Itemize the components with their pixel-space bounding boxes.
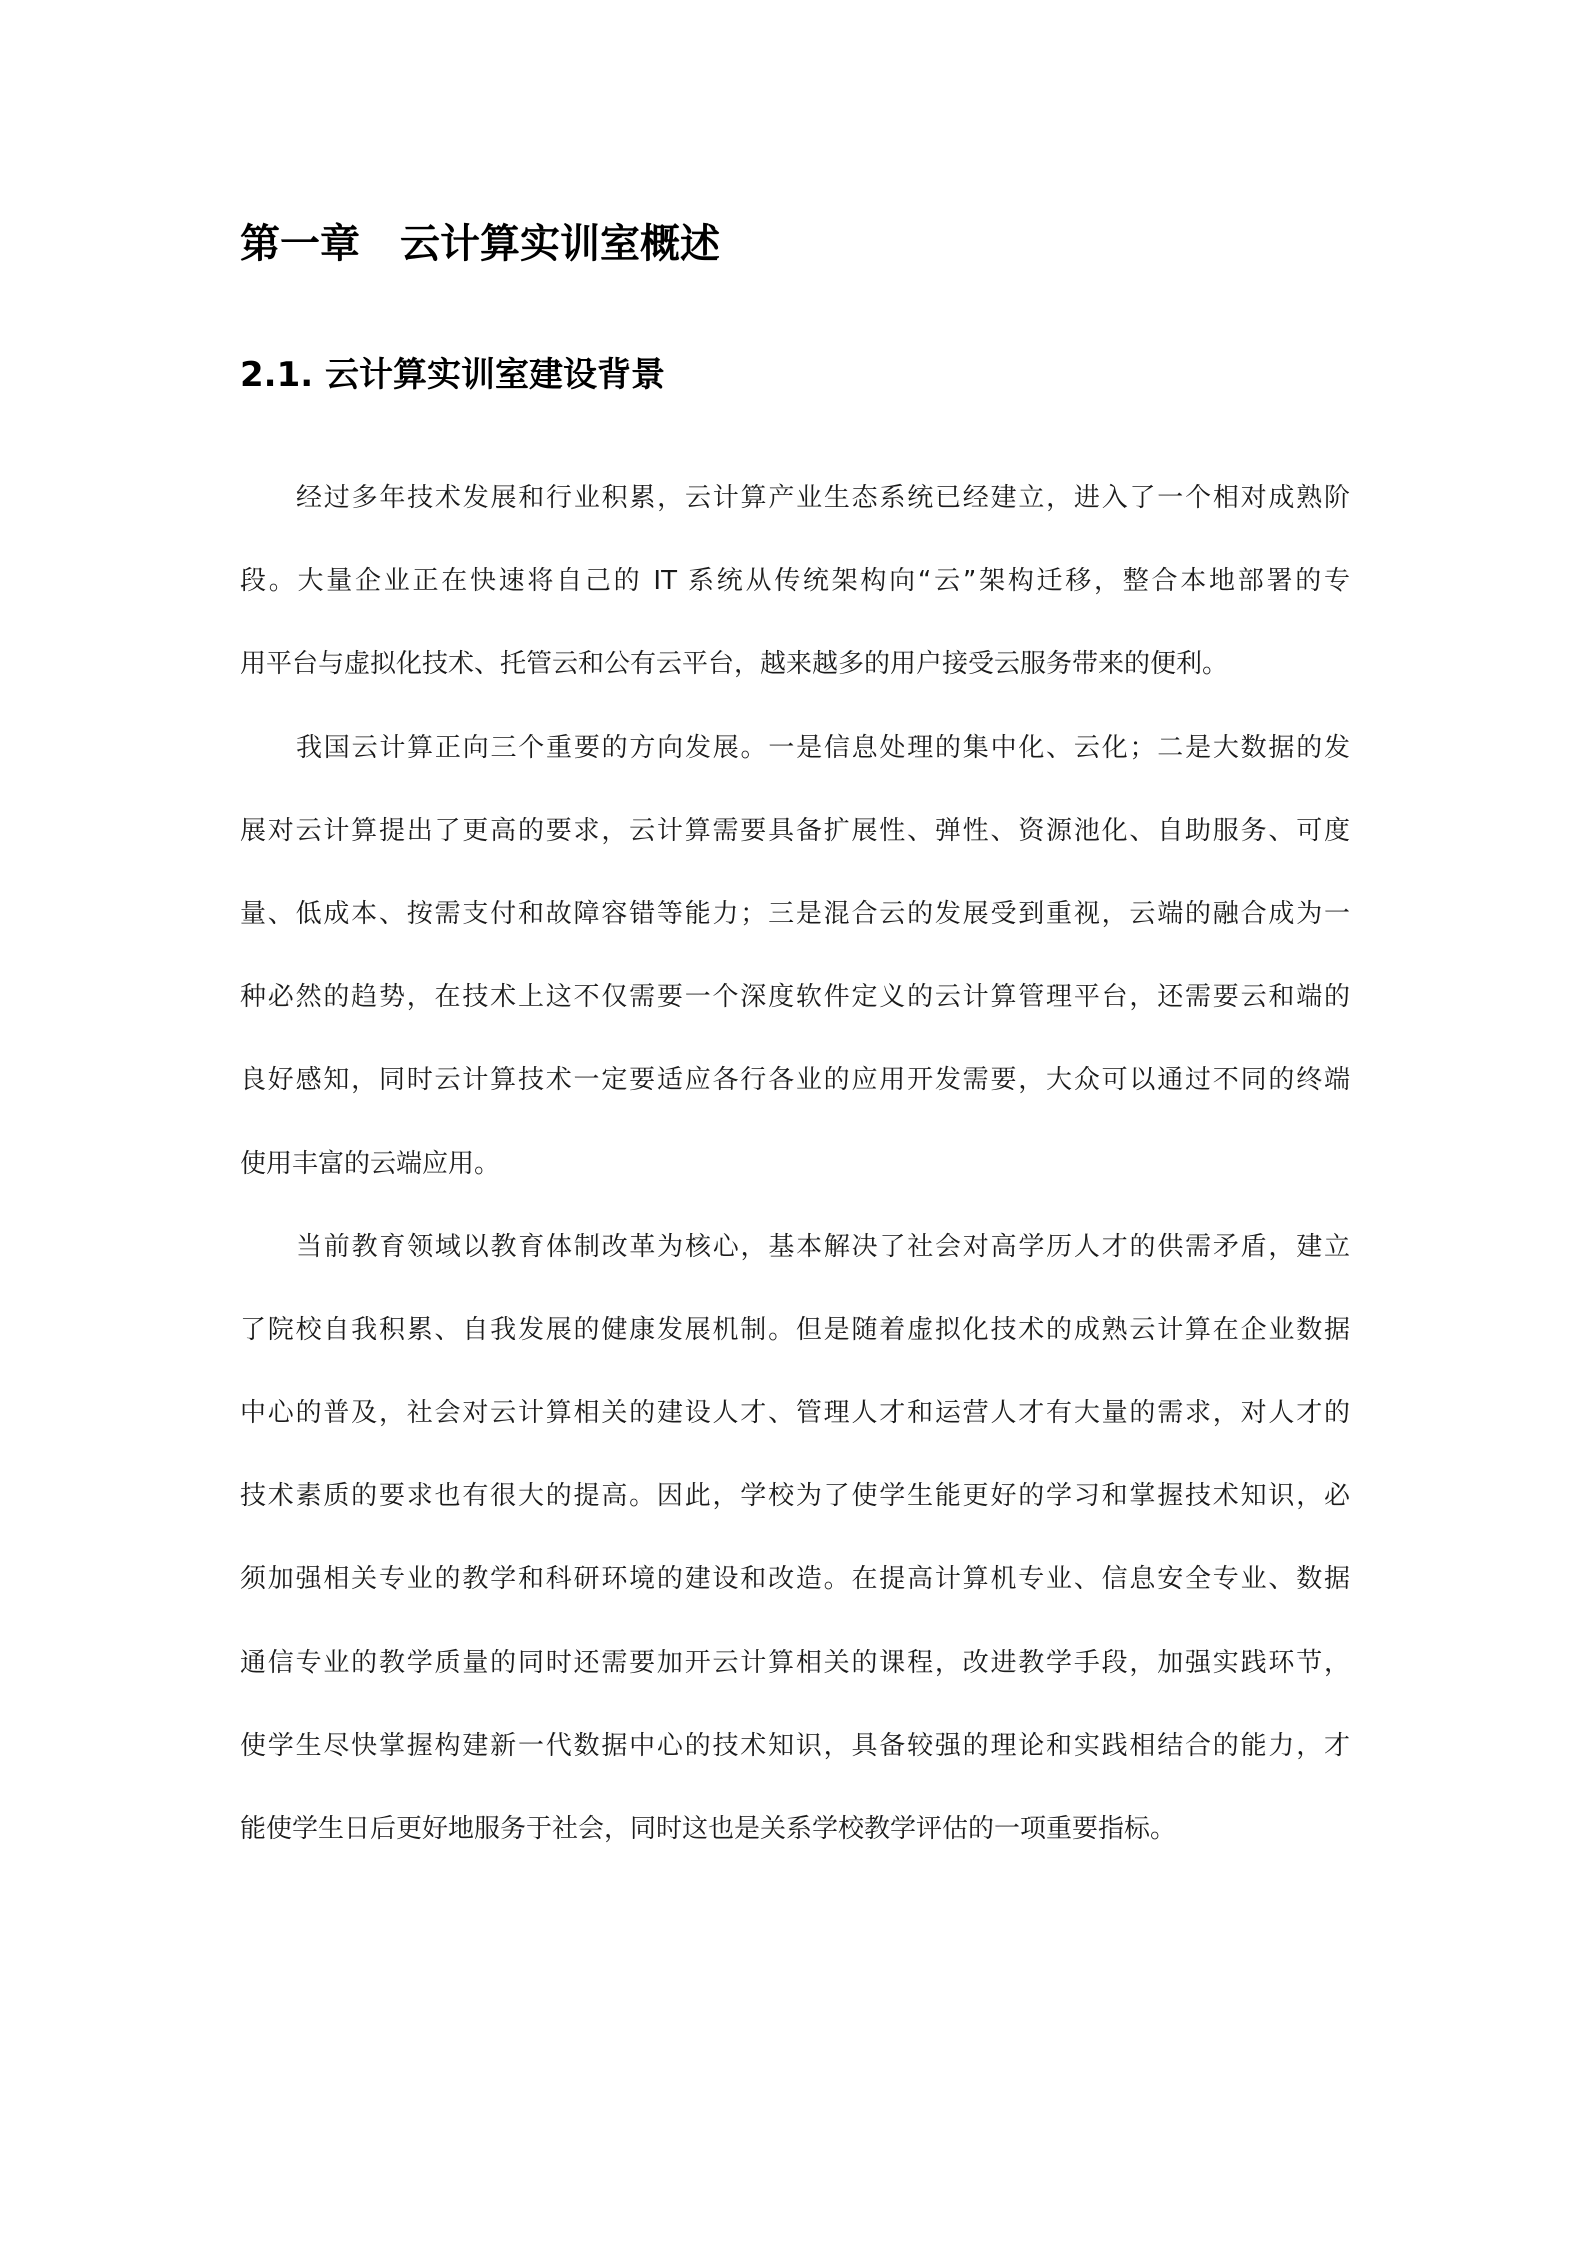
text-line: 量、低成本、按需支付和故障容错等能力；三是混合云的发展受到重视，云端的融合成为一: [240, 898, 1350, 929]
text-line: 展对云计算提出了更高的要求，云计算需要具备扩展性、弹性、资源池化、自助服务、可度: [240, 815, 1350, 846]
text-line: 我国云计算正向三个重要的方向发展。一是信息处理的集中化、云化；二是大数据的发: [296, 732, 1350, 763]
text-line: 能使学生日后更好地服务于社会，同时这也是关系学校教学评估的一项重要指标。: [240, 1814, 1177, 1844]
text-line: 种必然的趋势，在技术上这不仅需要一个深度软件定义的云计算管理平台，还需要云和端的: [240, 982, 1350, 1013]
chapter-title: 云计算实训室概述: [400, 221, 720, 267]
text-line: 当前教育领域以教育体制改革为核心，基本解决了社会对高学历人才的供需矛盾，建立: [296, 1231, 1350, 1262]
text-line: 用平台与虚拟化技术、托管云和公有云平台，越来越多的用户接受云服务带来的便利。: [240, 649, 1229, 680]
chapter-number: 第一章: [240, 221, 360, 267]
text-line: 使学生尽快掌握构建新一代数据中心的技术知识，具备较强的理论和实践相结合的能力，才: [240, 1730, 1350, 1761]
chapter-heading: [240, 218, 720, 270]
text-line: 通信专业的教学质量的同时还需要加开云计算相关的课程，改进教学手段，加强实践环节，: [240, 1647, 1350, 1678]
text-line: 技术素质的要求也有很大的提高。因此，学校为了使学生能更好的学习和掌握技术知识，必: [240, 1481, 1350, 1512]
text-line: 良好感知，同时云计算技术一定要适应各行各业的应用开发需要，大众可以通过不同的终端: [240, 1065, 1350, 1096]
text-line: 了院校自我积累、自我发展的健康发展机制。但是随着虚拟化技术的成熟云计算在企业数据: [240, 1314, 1350, 1345]
paragraph-2: [240, 724, 1350, 1223]
paragraph-3: [240, 1223, 1350, 1889]
section-heading: 2.1. 云计算实训室建设背景: [240, 355, 665, 395]
text-line: 使用丰富的云端应用。: [240, 1148, 501, 1179]
text-line: 段。大量企业正在快速将自己的 IT 系统从传统架构向“云”架构迁移，整合本地部署的专: [240, 566, 1350, 597]
text-line: 中心的普及，社会对云计算相关的建设人才、管理人才和运营人才有大量的需求，对人才的: [240, 1398, 1350, 1429]
text-line: 须加强相关专业的教学和科研环境的建设和改造。在提高计算机专业、信息安全专业、数据: [240, 1564, 1350, 1595]
paragraph-1: [240, 474, 1350, 724]
body-text: [240, 474, 1350, 1888]
text-line: 经过多年技术发展和行业积累，云计算产业生态系统已经建立，进入了一个相对成熟阶: [296, 483, 1350, 513]
